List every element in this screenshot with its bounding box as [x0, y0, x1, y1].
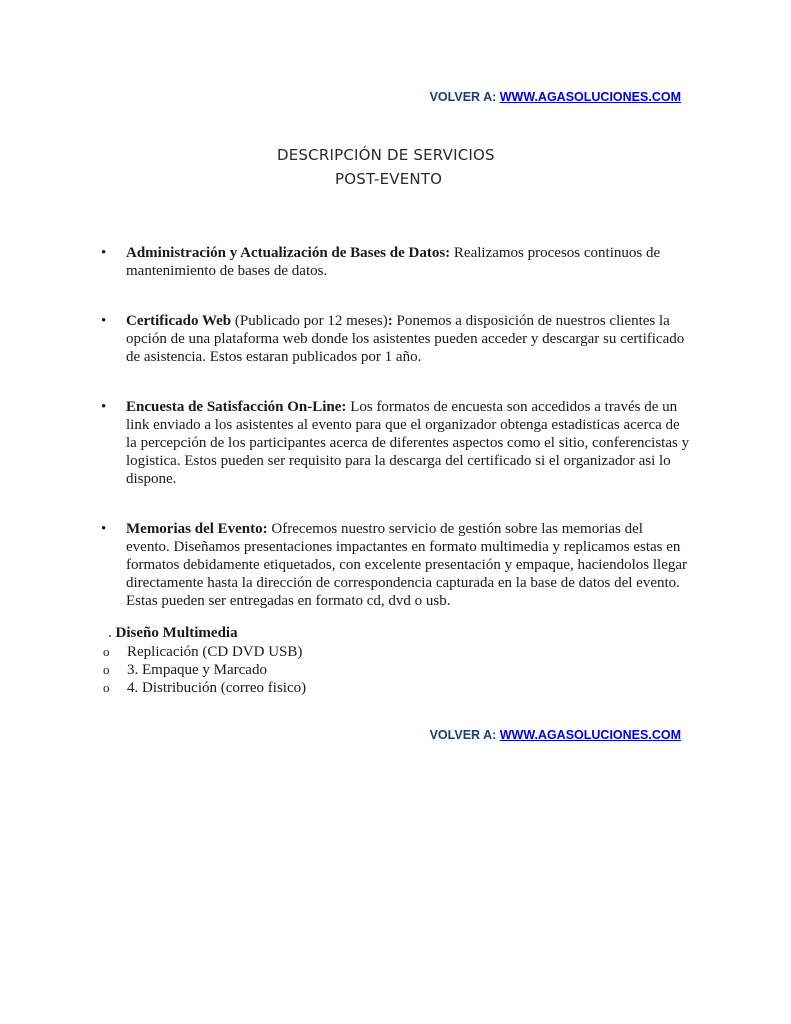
- bullet-icon: •: [101, 521, 107, 537]
- service-colon: :: [387, 313, 393, 329]
- service-text: Ofrecemos nuestro servicio de gestión sobre las memorias del evento. Diseñamos presentaciones impactantes en formato multimedia y replicamos estas en formatos debidamente etiquetados, con excelente presentación y empaque, haciendolos llegar directamente hasta la dirección de correspondencia capturada en la base de datos del evento. Estas pueden ser entregadas en formato cd, dvd o usb.: [126, 521, 688, 609]
- page-title: DESCRIPCIÓN DE SERVICIOS: [277, 146, 495, 164]
- volver-bottom: [430, 728, 681, 742]
- service-text: Los formatos de encuesta son accedidos a través de un link enviado a los asistentes al evento para que el organizador obtenga estadisticas acerca de la percepción de los participantes acerca de diferentes aspectos como el sitio, conferencistas y logistica. Estos pueden ser requisito para la descarga del certificado si el organizador asi lo dispone.: [126, 399, 690, 487]
- service-item-encuesta: [100, 398, 690, 488]
- list-item: [103, 679, 306, 697]
- list-item: [103, 661, 306, 679]
- agasoluciones-link[interactable]: WWW.AGASOLUCIONES.COM: [499, 728, 681, 742]
- page-subtitle: POST-EVENTO: [335, 170, 443, 188]
- list-item-text: 4. Distribución (correo fisico): [127, 680, 307, 696]
- service-text: Realizamos procesos continuos de mantenimiento de bases de datos.: [126, 245, 661, 279]
- volver-label: VOLVER A:: [429, 728, 497, 742]
- service-text: Ponemos a disposición de nuestros clientes la opción de una plataforma web donde los asistentes pueden acceder y descargar su certificado de asistencia. Estos estaran publicados por 1 año.: [126, 313, 685, 365]
- circle-bullet-icon: o: [103, 662, 110, 677]
- volver-top: [430, 90, 681, 104]
- service-lead: Administración y Actualización de Bases de Datos:: [126, 245, 451, 261]
- service-lead: Encuesta de Satisfacción On-Line:: [126, 399, 347, 415]
- agasoluciones-link[interactable]: WWW.AGASOLUCIONES.COM: [499, 90, 681, 104]
- list-item-text: Replicación (CD DVD USB): [127, 644, 303, 660]
- list-item: [103, 643, 306, 661]
- sub-section-list: [103, 643, 306, 697]
- bullet-icon: •: [101, 399, 107, 415]
- service-item-bases-de-datos: [100, 244, 690, 280]
- bullet-icon: •: [101, 245, 107, 261]
- service-item-memorias: [100, 520, 690, 610]
- service-lead: Memorias del Evento:: [126, 521, 268, 537]
- sub-section-heading: [108, 625, 238, 642]
- sub-heading-text: Diseño Multimedia: [115, 625, 238, 641]
- bullet-icon: •: [101, 313, 107, 329]
- service-mid: (Publicado por 12 meses): [231, 313, 388, 329]
- service-lead: Certificado Web: [126, 313, 232, 329]
- circle-bullet-icon: o: [103, 680, 110, 695]
- sub-prefix: .: [108, 625, 116, 641]
- volver-label: VOLVER A:: [429, 90, 497, 104]
- service-item-certificado-web: [100, 312, 690, 366]
- services-list: [100, 244, 690, 610]
- list-item-text: 3. Empaque y Marcado: [127, 662, 267, 678]
- circle-bullet-icon: o: [103, 644, 110, 659]
